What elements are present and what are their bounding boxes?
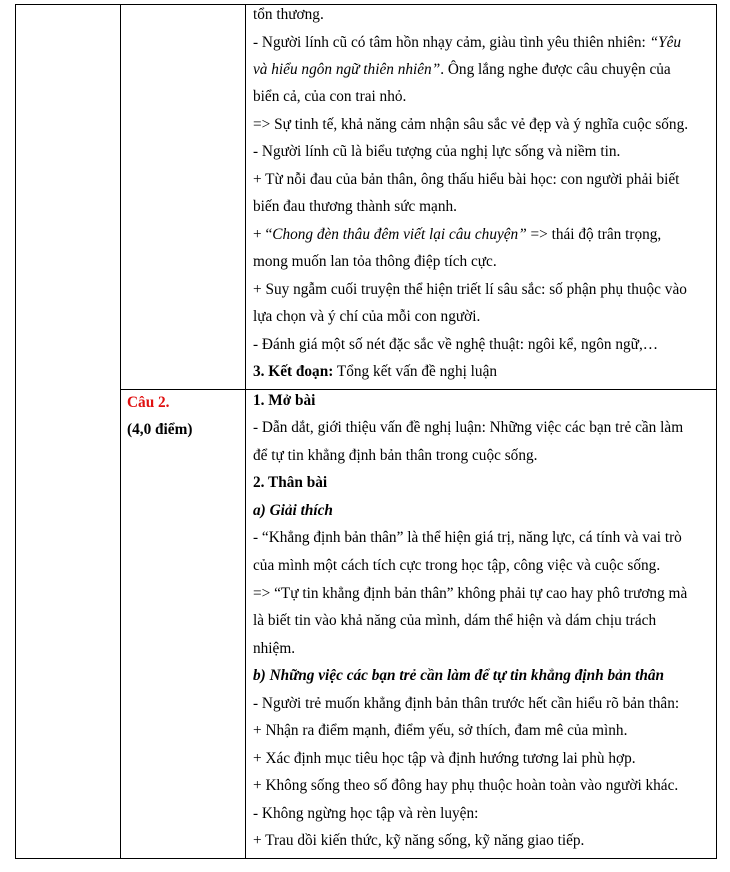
column-divider-2 — [245, 4, 246, 859]
text-line: + Từ nỗi đau của bản thân, ông thấu hiểu bài học: con người phải biết — [253, 171, 680, 188]
subsection-heading: b) Những việc các bạn trẻ cần làm để tự tin khẳng định bản thân — [253, 667, 664, 684]
row-divider — [120, 389, 717, 390]
text-line: - Dẫn dắt, giới thiệu vấn đề nghị luận: Những việc các bạn trẻ cần làm — [253, 419, 684, 436]
table-right-border — [716, 4, 717, 859]
subsection-heading: a) Giải thích — [253, 502, 333, 519]
text-line: - Đánh giá một số nét đặc sắc về nghệ thuật: ngôi kể, ngôn ngữ,… — [253, 336, 659, 353]
table-bottom-border — [15, 858, 717, 859]
text-line: + Nhận ra điểm mạnh, điểm yếu, sở thích, đam mê của mình. — [253, 722, 628, 739]
text-line: biển cả, của con trai nhỏ. — [253, 88, 407, 105]
text-line: nhiệm. — [253, 640, 296, 657]
text-line: 3. Kết đoạn: Tổng kết vấn đề nghị luận — [253, 363, 498, 380]
text-line: - “Khẳng định bản thân” là thể hiện giá trị, năng lực, cá tính và vai trò — [253, 529, 682, 546]
text-line: => “Tự tin khẳng định bản thân” không phải tự cao hay phô trương mà — [253, 585, 688, 602]
text-line: mong muốn lan tỏa thông điệp tích cực. — [253, 253, 497, 270]
column-divider-1 — [120, 4, 121, 859]
section-heading: 1. Mở bài — [253, 392, 316, 409]
text-line: tổn thương. — [253, 6, 324, 23]
question-points: (4,0 điểm) — [127, 421, 193, 438]
text-line: + “Chong đèn thâu đêm viết lại câu chuyện” => thái độ trân trọng, — [253, 226, 662, 243]
table-left-border — [15, 4, 16, 859]
text-line: là biết tin vào khả năng của mình, dám thể hiện và dám chịu trách — [253, 612, 657, 629]
text-line: biến đau thương thành sức mạnh. — [253, 198, 457, 215]
text-line: - Người trẻ muốn khẳng định bản thân trước hết cần hiểu rõ bản thân: — [253, 695, 680, 712]
text-line: + Không sống theo số đông hay phụ thuộc hoàn toàn vào người khác. — [253, 777, 679, 794]
text-line: để tự tin khẳng định bản thân trong cuộc sống. — [253, 447, 538, 464]
text-line: và hiểu ngôn ngữ thiên nhiên”. Ông lắng nghe được câu chuyện của — [253, 61, 671, 78]
text-line: + Suy ngẫm cuối truyện thể hiện triết lí sâu sắc: số phận phụ thuộc vào — [253, 281, 687, 298]
text-line: - Người lính cũ là biểu tượng của nghị lực sống và niềm tin. — [253, 143, 621, 160]
question-label: Câu 2. — [127, 394, 170, 411]
text-line: + Trau dồi kiến thức, kỹ năng sống, kỹ năng giao tiếp. — [253, 832, 585, 849]
text-line: lựa chọn và ý chí của mỗi con người. — [253, 308, 481, 325]
text-line: - Người lính cũ có tâm hồn nhạy cảm, giàu tình yêu thiên nhiên: “Yêu — [253, 34, 682, 51]
text-line: + Xác định mục tiêu học tập và định hướng tương lai phù hợp. — [253, 750, 636, 767]
section-heading: 2. Thân bài — [253, 474, 328, 491]
text-line: - Không ngừng học tập và rèn luyện: — [253, 805, 479, 822]
text-line: => Sự tinh tế, khả năng cảm nhận sâu sắc vẻ đẹp và ý nghĩa cuộc sống. — [253, 116, 689, 133]
text-line: của mình một cách tích cực trong học tập, công việc và cuộc sống. — [253, 557, 661, 574]
